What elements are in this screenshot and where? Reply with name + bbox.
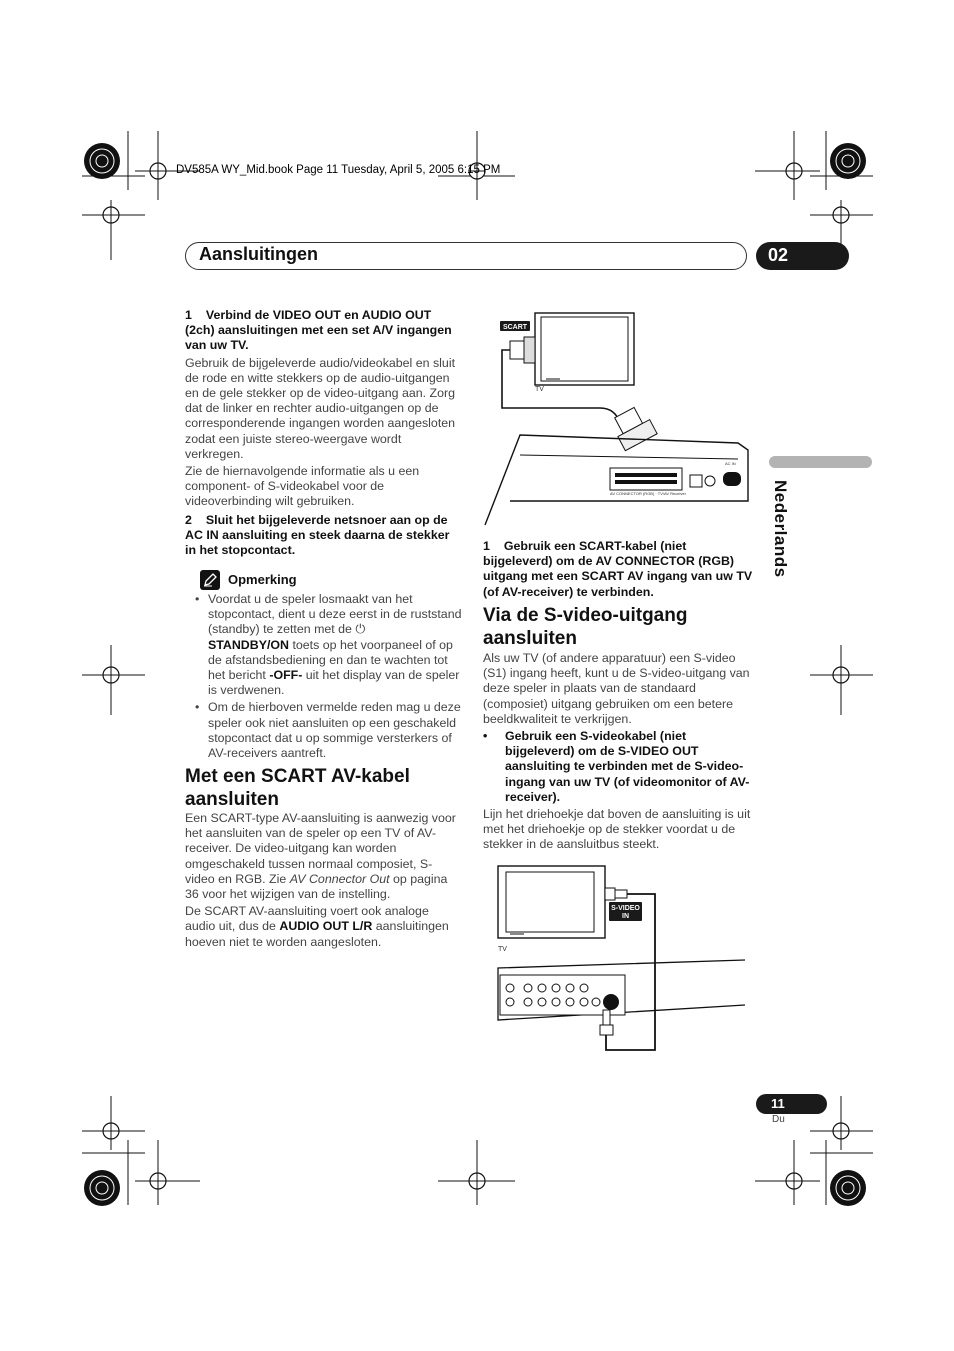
svideo-heading: Via de S-video-uitgang aansluiten — [483, 605, 688, 649]
language-tab — [769, 456, 872, 468]
ac-in-label: AC IN — [725, 461, 736, 466]
note-pencil-icon — [200, 570, 220, 590]
book-info: DV585A WY_Mid.book Page 11 Tuesday, April 5, 2005 6:15 PM — [176, 164, 501, 176]
scart-heading: Met een SCART AV-kabel aansluiten — [185, 766, 410, 810]
power-icon: ⏻ — [355, 622, 366, 637]
step-1-title: 1 Verbind de VIDEO OUT en AUDIO OUT (2ch) aansluitingen met een set A/V ingangen van uw TV. — [185, 308, 452, 353]
scart-plug-player — [609, 404, 657, 451]
note-bullet-1: • Voordat u de speler losmaakt van het stopcontact, dient u deze eerst in de ruststand (standby) te zetten met de ⏻ STANDBY/ON toets op het voorpaneel of op de afstandsbediening en dan te wachten tot het bericht -OFF- uit het display van de speler is verdwenen. — [192, 592, 464, 698]
page-language-code: Du — [772, 1114, 785, 1125]
svideo-bullet: • Gebruik een S-videokabel (niet bijgeleverd) om de S-VIDEO OUT aansluiting te verbinden met de S-video-ingang van uw TV (of videomonitor of AV-receiver). — [483, 729, 750, 804]
note-bullets — [192, 592, 464, 763]
svideo-heading-block — [483, 604, 753, 650]
svideo-connection-diagram — [490, 860, 760, 1055]
svideo-plug-player — [603, 1010, 610, 1025]
svideo-body — [483, 651, 758, 855]
svg-text:S-VIDEO: S-VIDEO — [611, 905, 640, 912]
player2-back-panel — [500, 975, 625, 1015]
chapter-number: 02 — [768, 245, 789, 265]
ac-in-socket — [723, 472, 741, 486]
note-bullet-2: • Om de hierboven vermelde reden mag u deze speler ook niet aansluiten op een geschakeld stopcontact dat u op sommige versterkers of AV-receivers aantreft. — [192, 700, 464, 761]
tv2-screen — [506, 872, 594, 932]
svideo-paragraph-1: Als uw TV (of andere apparatuur) een S-video (S1) ingang heeft, kunt u de S-video-uitgang van deze speler in plaats van de standaard (composiet) uitgang gebruiken om een betere beeldkwaliteit te verkrijgen. — [483, 651, 750, 726]
scart-paragraph-2: De SCART AV-aansluiting voert ook analoge audio uit, dus de AUDIO OUT L/R aansluitingen hoeven niet te worden aangesloten. — [185, 904, 449, 949]
page-number: 11 — [771, 1096, 785, 1111]
optical-out — [690, 475, 702, 487]
section-title: Aansluitingen — [199, 244, 319, 264]
scart-connection-diagram — [480, 305, 760, 530]
svideo-plug-tv — [605, 888, 615, 900]
step-1-body: Gebruik de bijgeleverde audio/videokabel en sluit de rode en witte stekkers op de audio-uitgangen en de gele stekker op de video-uitgang aan. Zorg dat de linker en rechter audio-uitgangen op de corresponderende ingangen worden aangesloten zodat een juiste stereo-weergave wordt verkregen. — [185, 355, 456, 461]
svg-text:IN: IN — [622, 913, 629, 920]
svideo-paragraph-2: Lijn het driehoekje dat boven de aansluiting is uit met het driehoekje op de stekker voordat u de stekker in de aansluitbus steekt. — [483, 807, 751, 852]
tv-screen — [541, 317, 628, 381]
tv-label: TV — [535, 386, 544, 393]
step-1-body-2: Zie de hiernavolgende informatie als u een component- of S-videokabel voor de videoverbinding wilt gebruiken. — [185, 464, 420, 509]
coaxial-out — [705, 476, 715, 486]
step-2-title: 2 Sluit het bijgeleverde netsnoer aan op de AC IN aansluiting en steek daarna de stekker in het stopcontact. — [185, 512, 450, 558]
page-number-badge — [756, 1094, 827, 1114]
scart-plug-tv — [524, 337, 535, 363]
scart-tag: SCART — [502, 324, 528, 331]
language-label: Nederlands — [771, 480, 790, 578]
scart-body — [185, 811, 460, 952]
left-column-steps — [185, 308, 460, 560]
scart-paragraph-1: Een SCART-type AV-aansluiting is aanwezig voor het aansluiten van de speler op een TV of AV-receiver. De video-uitgang kan worden omgeschakeld tussen normaal composiet, S-video en RGB. Zie AV Connector Out op pagina 36 voor het wijzigen van de instelling. — [185, 811, 456, 902]
tv2-label: TV — [498, 946, 507, 953]
scart-socket — [610, 468, 682, 490]
av-connector-label: AV CONNECTOR (RGB) · TV/AV Receiver — [610, 491, 686, 496]
scart-heading-block — [185, 765, 455, 811]
scart-step: 1 Gebruik een SCART-kabel (niet bijgeleverd) om de AV CONNECTOR (RGB) uitgang met een SCART AV ingang van uw TV (of AV-receiver) te verbinden. — [483, 539, 753, 599]
note-label: Opmerking — [228, 572, 297, 587]
svideo-out-jack — [603, 994, 619, 1010]
scart-plug-body — [510, 341, 524, 359]
